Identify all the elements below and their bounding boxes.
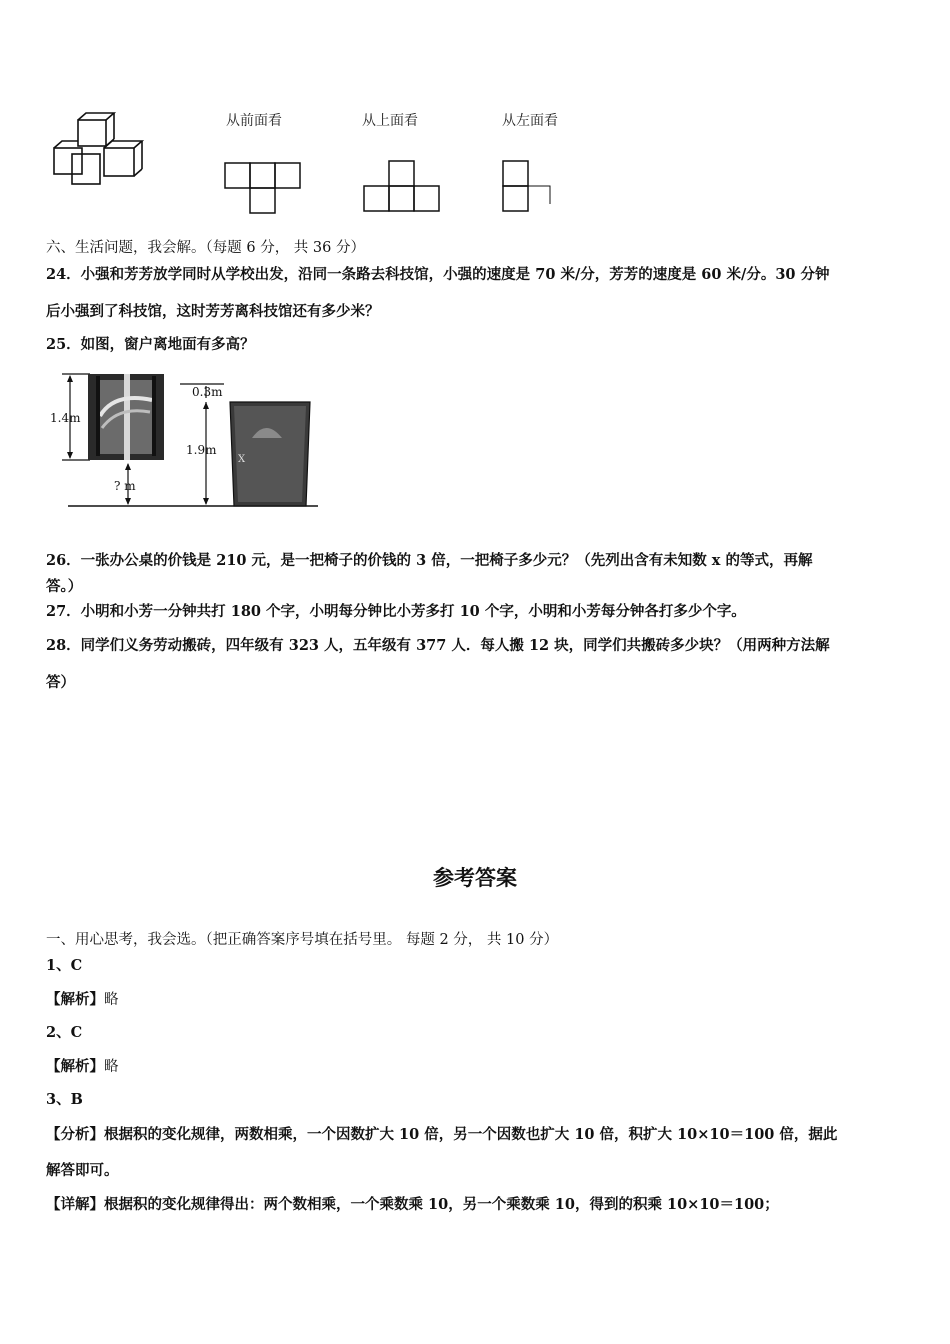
section1-header: 一、用心思考，我会选。（把正确答案序号填在括号里。 每题 2 分， 共 10 分）: [46, 932, 559, 948]
q24-line2: 后小强到了科技馆，这时芳芳离科技馆还有多少米？: [46, 303, 380, 320]
analysis-tag: 【解析】: [46, 991, 104, 1008]
fenxi-line1: 根据积的变化规律，两数相乘，一个因数扩大 10 倍，另一个因数也扩大 10 倍，积扩大 10×10＝100 倍，据此: [104, 1126, 838, 1143]
top-view-figure: [361, 158, 443, 214]
front-view-label: 从前面看: [226, 113, 282, 129]
top-view-label: 从上面看: [362, 113, 418, 129]
q26-line2: 答。）: [46, 578, 83, 595]
answer-1-analysis: [46, 988, 119, 1009]
answer-2-num: 2、C: [46, 1024, 83, 1041]
answer-3-xiangjie: [46, 1193, 779, 1214]
section6-header: 六、生活问题，我会解。（每题 6 分， 共 36 分）: [46, 240, 365, 256]
unknown-height-label: ? m: [114, 479, 136, 493]
q28-line2: 答）: [46, 674, 75, 691]
answer-3-fenxi-line2: 解答即可。: [46, 1162, 119, 1179]
cabinet-height-label: 1.9m: [186, 443, 217, 457]
answer-3-fenxi: [46, 1123, 837, 1144]
xiangjie-tag: 【详解】: [46, 1196, 104, 1213]
cube-stack-figure: [48, 108, 158, 188]
answer-title: 参考答案: [433, 865, 517, 890]
q26-line1: 26．一张办公桌的价钱是 210 元，是一把椅子的价钱的 3 倍，一把椅子多少元？（先列出含有未知数 x 的等式，再解: [46, 552, 813, 569]
q28-line1: 28．同学们义务劳动搬砖，四年级有 323 人，五年级有 377 人．每人搬 12 块，同学们共搬砖多少块？（用两种方法解: [46, 637, 830, 654]
analysis-text: 略: [104, 992, 119, 1008]
top-gap-label: 0.3m: [192, 385, 223, 399]
window-height-figure: [48, 366, 328, 512]
svg-text:X: X: [238, 454, 246, 465]
answer-3-num: 3、B: [46, 1091, 83, 1108]
analysis-text: 略: [104, 1059, 119, 1075]
q25-text: 25．如图，窗户离地面有多高？: [46, 336, 255, 353]
q27-text: 27．小明和小芳一分钟共打 180 个字，小明每分钟比小芳多打 10 个字，小明和小芳每分钟各打多少个字。: [46, 603, 746, 620]
left-view-figure: [500, 158, 556, 214]
analysis-tag: 【解析】: [46, 1058, 104, 1075]
xiangjie-text: 根据积的变化规律得出：两个数相乘，一个乘数乘 10，另一个乘数乘 10，得到的积乘 10×10＝100；: [104, 1196, 779, 1213]
left-view-label: 从左面看: [502, 113, 558, 129]
fenxi-tag: 【分析】: [46, 1126, 104, 1143]
answer-2-analysis: [46, 1055, 119, 1076]
q24-line1: 24．小强和芳芳放学同时从学校出发，沿同一条路去科技馆，小强的速度是 70 米/分，芳芳的速度是 60 米/分。30 分钟: [46, 266, 830, 283]
front-view-figure: [222, 160, 304, 216]
answer-1-num: 1、C: [46, 957, 83, 974]
window-height-label: 1.4m: [50, 411, 81, 425]
